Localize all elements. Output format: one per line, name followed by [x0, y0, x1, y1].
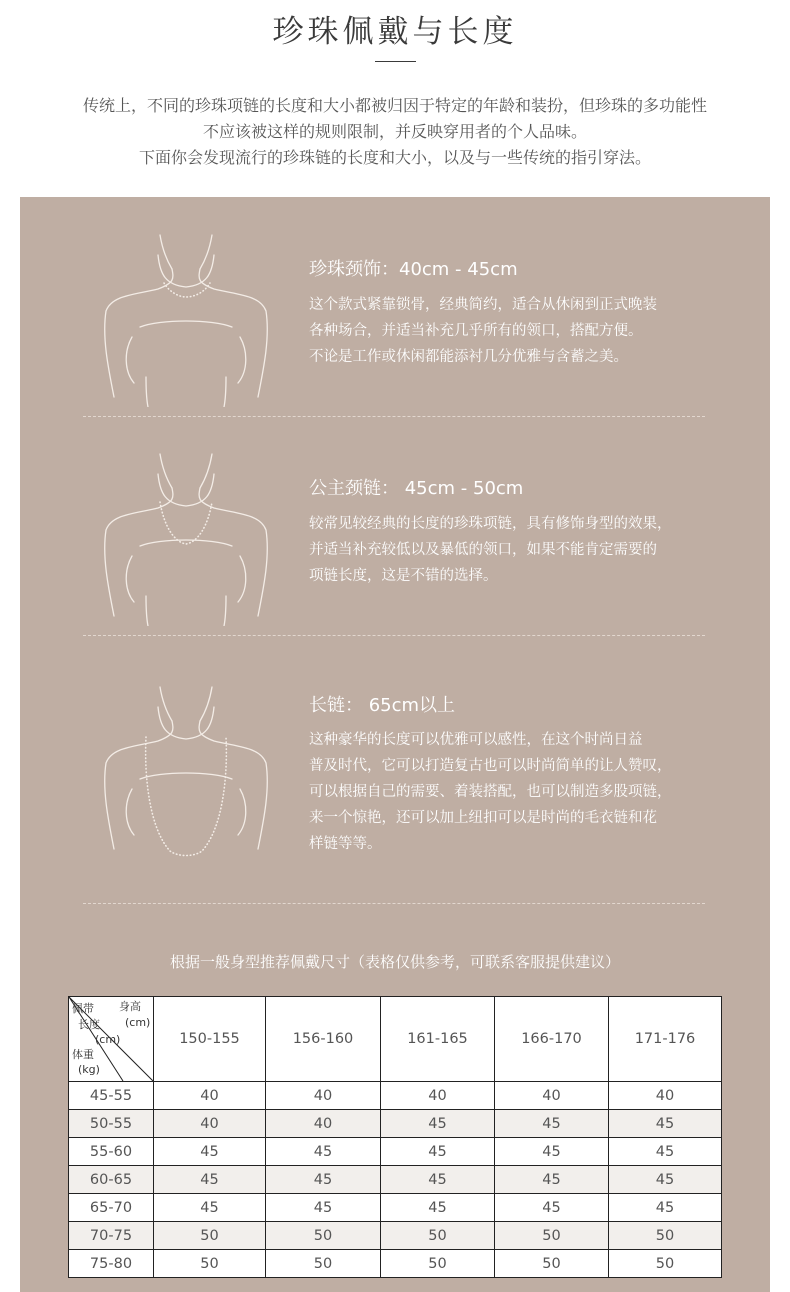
- table-cell: 45: [495, 1138, 609, 1166]
- table-cell: 45: [609, 1166, 722, 1194]
- column-header: 150-155: [154, 997, 266, 1082]
- princess-necklace-figure-icon: [100, 446, 270, 626]
- table-cell: 50: [154, 1222, 266, 1250]
- body-line: 这个款式紧靠锁骨，经典简约，适合从休闲到正式晚装: [309, 297, 657, 313]
- table-cell: 45: [266, 1138, 381, 1166]
- table-cell: 40: [154, 1110, 266, 1138]
- table-cell: 40: [154, 1082, 266, 1110]
- page-title: 珍珠佩戴与长度: [272, 14, 518, 50]
- corner-height-label: 身高: [119, 1000, 141, 1013]
- corner-length-label: 佩带: [72, 1002, 94, 1015]
- body-line: 较常见较经典的长度的珍珠项链，具有修饰身型的效果，: [309, 516, 672, 532]
- body-line: 样链等等。: [309, 836, 382, 852]
- table-cell: 45: [381, 1166, 495, 1194]
- corner-height-unit: (cm): [125, 1016, 151, 1029]
- intro-line: 下面你会发现流行的珍珠链的长度和大小，以及与一些传统的指引穿法。: [138, 148, 651, 167]
- size-recommendation-table: [68, 996, 722, 1278]
- table-cell: 50: [495, 1222, 609, 1250]
- section-body: [309, 511, 709, 589]
- table-cell: 45: [381, 1138, 495, 1166]
- body-line: 不论是工作或休闲都能添衬几分优雅与含蓄之美。: [309, 349, 628, 365]
- corner-length-label-2: 长度: [78, 1018, 100, 1031]
- table-cell: 45: [381, 1110, 495, 1138]
- weight-cell: 65-70: [69, 1194, 154, 1222]
- column-header: 171-176: [609, 997, 722, 1082]
- table-cell: 45: [381, 1194, 495, 1222]
- section-title: 珍珠颈饰：40cm - 45cm: [309, 259, 518, 280]
- weight-cell: 50-55: [69, 1110, 154, 1138]
- body-line: 可以根据自己的需要、着装搭配，也可以制造多股项链，: [309, 784, 672, 800]
- long-section: [20, 679, 770, 919]
- table-cell: 45: [154, 1194, 266, 1222]
- table-cell: 45: [495, 1166, 609, 1194]
- weight-cell: 70-75: [69, 1222, 154, 1250]
- table-row: [69, 1250, 722, 1278]
- table-cell: 45: [609, 1110, 722, 1138]
- table-cell: 45: [609, 1138, 722, 1166]
- choker-necklace-figure-icon: [100, 227, 270, 407]
- body-line: 各种场合，并适当补充几乎所有的领口，搭配方便。: [309, 323, 643, 339]
- section-title: 公主颈链： 45cm - 50cm: [309, 478, 524, 499]
- weight-cell: 60-65: [69, 1166, 154, 1194]
- table-row: [69, 1166, 722, 1194]
- size-table-caption: 根据一般身型推荐佩戴尺寸（表格仅供参考，可联系客服提供建议）: [169, 953, 620, 971]
- table-row: [69, 1194, 722, 1222]
- table-cell: 50: [266, 1250, 381, 1278]
- corner-weight-unit: (kg): [78, 1063, 100, 1076]
- section-divider: [83, 416, 705, 417]
- table-row: [69, 1082, 722, 1110]
- column-header: 166-170: [495, 997, 609, 1082]
- table-cell: 45: [495, 1110, 609, 1138]
- table-cell: 50: [266, 1222, 381, 1250]
- princess-section: [20, 446, 770, 656]
- long-necklace-figure-icon: [100, 679, 270, 859]
- table-cell: 50: [381, 1222, 495, 1250]
- necklace-guide-panel: [20, 197, 770, 1292]
- table-cell: 40: [266, 1082, 381, 1110]
- table-cell: 45: [266, 1166, 381, 1194]
- table-cell: 40: [609, 1082, 722, 1110]
- table-cell: 40: [381, 1082, 495, 1110]
- body-line: 项链长度，这是不错的选择。: [309, 568, 498, 584]
- section-body: [309, 292, 709, 370]
- intro-line: 不应该被这样的规则限制，并反映穿用者的个人品味。: [202, 122, 587, 141]
- table-row: [69, 1110, 722, 1138]
- table-cell: 50: [609, 1222, 722, 1250]
- table-cell: 50: [381, 1250, 495, 1278]
- column-header: 156-160: [266, 997, 381, 1082]
- weight-cell: 75-80: [69, 1250, 154, 1278]
- table-cell: 45: [154, 1166, 266, 1194]
- section-body: [309, 727, 709, 857]
- table-cell: 45: [154, 1138, 266, 1166]
- intro-line: 传统上，不同的珍珠项链的长度和大小都被归因于特定的年龄和装扮，但珍珠的多功能性: [82, 96, 707, 115]
- column-header: 161-165: [381, 997, 495, 1082]
- table-cell: 45: [495, 1194, 609, 1222]
- section-title: 长链： 65cm以上: [309, 695, 456, 716]
- table-cell: 45: [266, 1194, 381, 1222]
- choker-section: [20, 227, 770, 437]
- table-cell: 50: [154, 1250, 266, 1278]
- table-header-row: [69, 997, 722, 1082]
- body-line: 普及时代，它可以打造复古也可以时尚简单的让人赞叹，: [309, 758, 672, 774]
- table-row: [69, 1138, 722, 1166]
- table-cell: 45: [609, 1194, 722, 1222]
- table-corner-header: [69, 997, 154, 1082]
- weight-cell: 45-55: [69, 1082, 154, 1110]
- body-line: 来一个惊艳，还可以加上纽扣可以是时尚的毛衣链和花: [309, 810, 657, 826]
- corner-weight-label: 体重: [72, 1048, 94, 1061]
- body-line: 并适当补充较低以及暴低的领口，如果不能肯定需要的: [309, 542, 657, 558]
- intro-text: [0, 93, 790, 171]
- table-cell: 50: [495, 1250, 609, 1278]
- table-cell: 40: [495, 1082, 609, 1110]
- table-cell: 50: [609, 1250, 722, 1278]
- corner-length-unit: (cm): [95, 1033, 121, 1046]
- section-divider: [83, 635, 705, 636]
- table-row: [69, 1222, 722, 1250]
- title-underline: [375, 61, 416, 62]
- body-line: 这种豪华的长度可以优雅可以感性，在这个时尚日益: [309, 732, 643, 748]
- weight-cell: 55-60: [69, 1138, 154, 1166]
- section-divider: [83, 903, 705, 904]
- table-cell: 40: [266, 1110, 381, 1138]
